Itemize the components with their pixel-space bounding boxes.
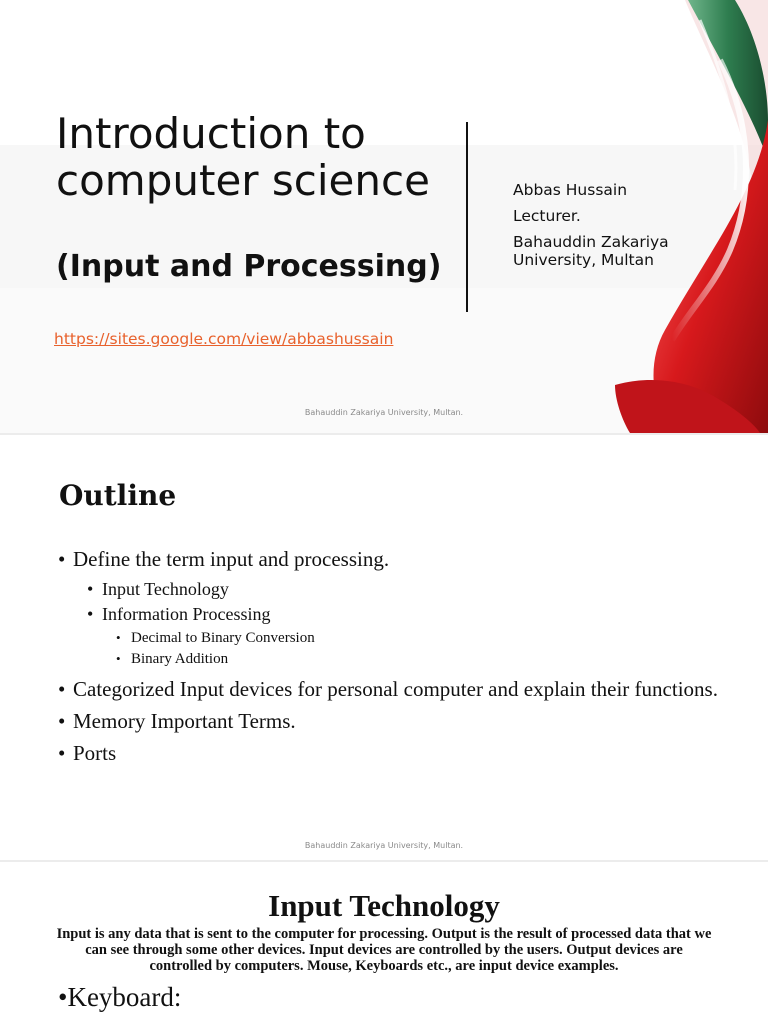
bullet-icon: • [58,677,66,701]
author-role: Lecturer. [513,207,581,225]
bullet-icon: • [87,579,94,599]
list-item: • Decimal to Binary Conversion [116,630,315,646]
slide-title: Outline [59,479,177,512]
slide-footer: Bahauddin Zakariya University, Multan. [304,841,464,850]
outline-slide [0,435,768,860]
slide-footer: Bahauddin Zakariya University, Multan. [304,408,464,417]
bullet-icon: • [87,604,94,624]
slide-paragraph: Input is any data that is sent to the computer for processing. Output is the result of processed data that we can see through some other devices. Input devices are controlled by the users. Output devices are controlled by computers. Mouse, Keyboards etc., are input device examples. [56,926,712,974]
list-item: • Information Processing [87,604,271,624]
list-item: • Categorized Input devices for personal computer and explain their functions. [58,677,718,701]
presentation-subtitle: (Input and Processing) [56,249,442,284]
bullet-icon: • [58,741,66,765]
website-link[interactable]: https://sites.google.com/view/abbashussain [54,330,394,348]
bullet-icon: • [58,982,68,1012]
divider-line [466,122,468,312]
list-item: • Input Technology [87,579,229,599]
bullet-icon: • [116,651,121,666]
outline-bullet-list [58,547,718,773]
bullet-icon: • [58,709,66,733]
bullet-icon: • [116,630,121,645]
title-slide [0,0,768,433]
bullet-icon: • [58,547,66,571]
input-technology-slide [0,862,768,1024]
author-info [513,181,713,277]
author-name: Abbas Hussain [513,181,628,199]
list-item: •Keyboard: [58,982,182,1012]
list-item: • Define the term input and processing. [58,547,390,571]
author-organization: Bahauddin Zakariya University, Multan [513,233,669,269]
list-item: • Memory Important Terms. [58,709,296,733]
slide-title: Input Technology [268,888,500,923]
presentation-title: Introduction to computer science [56,109,430,205]
list-item: • Ports [58,741,117,765]
list-item: • Binary Addition [116,651,229,667]
